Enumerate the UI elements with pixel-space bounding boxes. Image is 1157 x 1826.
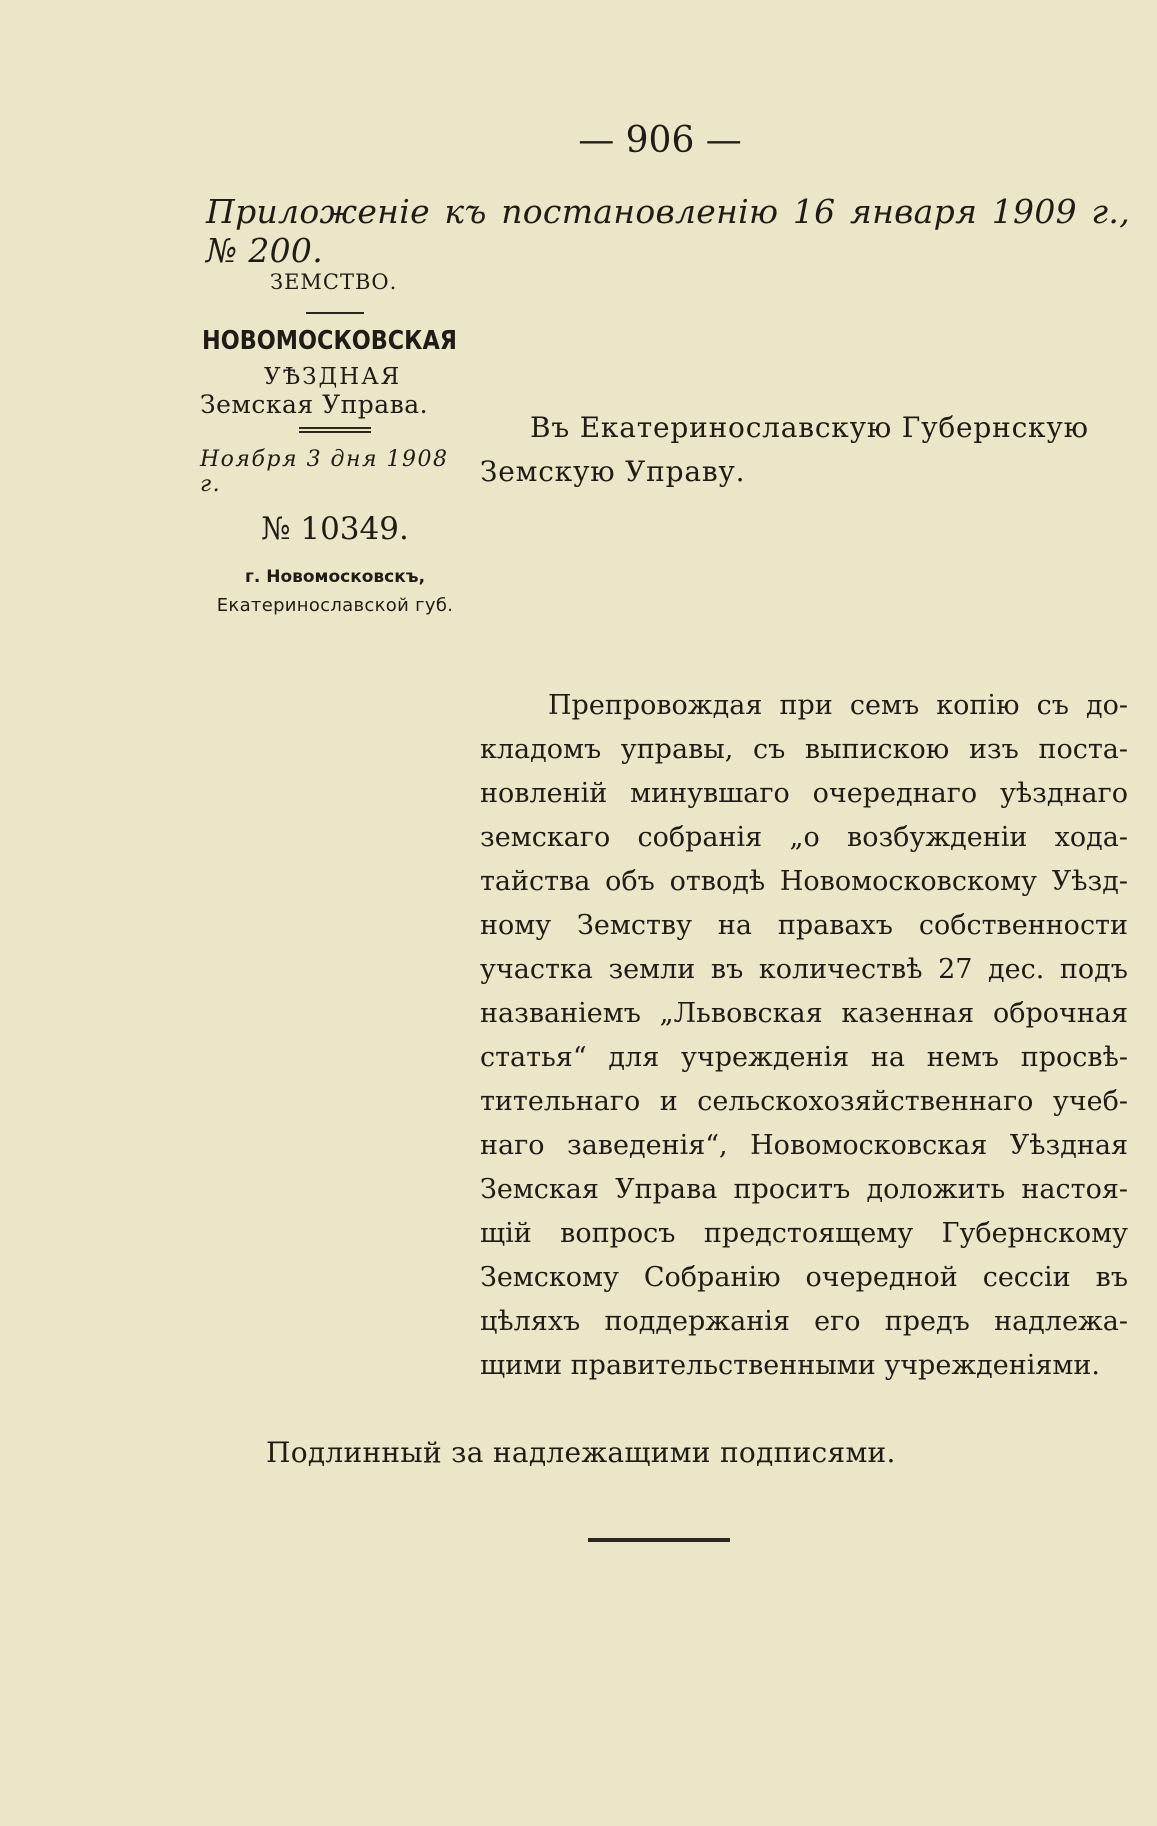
body-line: статья“ для учрежденія на немъ просвѣ- xyxy=(480,1042,1128,1073)
body-line: земскаго собранія „о возбужденіи хода- xyxy=(480,822,1128,853)
body-line: ному Земству на правахъ собственности xyxy=(480,910,1128,941)
divider xyxy=(306,312,364,314)
letter-number: № 10349. xyxy=(261,511,409,547)
body-line: кладомъ управы, съ выпискою изъ поста- xyxy=(480,734,1128,765)
page-number: — 906 — xyxy=(578,120,742,161)
uezdnaya-label: УѢЗДНАЯ xyxy=(264,364,402,390)
body-line: новленій минувшаго очереднаго уѣзднаго xyxy=(480,778,1128,809)
body-line: щій вопросъ предстоящему Губернскому xyxy=(480,1218,1128,1249)
body-line: названіемъ „Львовская казенная оброчная xyxy=(480,998,1128,1029)
letter-date: Ноября 3 дня 1908 г. xyxy=(200,447,449,497)
body-line: участка земли въ количествѣ 27 дес. подъ xyxy=(480,954,1128,985)
zemskaya-uprava-label: Земская Управа. xyxy=(200,390,429,419)
zemstvo-label: ЗЕМСТВО. xyxy=(270,270,398,294)
body-line: Препровождая при семъ копію съ до- xyxy=(548,690,1128,721)
body-line: Земская Управа проситъ доложить настоя- xyxy=(480,1174,1128,1205)
body-line: Земскому Собранію очередной сессіи въ xyxy=(480,1262,1128,1293)
addressee xyxy=(480,406,1130,494)
body-line: тайства объ отводѣ Новомосковскому Уѣзд- xyxy=(480,866,1128,897)
letter-body xyxy=(480,684,1128,1388)
appendix-title: Приложеніе къ постановленію 16 января 1909 г., № 200. xyxy=(206,192,1130,270)
body-line: тительнаго и сельскохозяйственнаго учеб- xyxy=(480,1086,1128,1117)
addressee-line: Въ Екатеринославскую Губернскую xyxy=(530,411,1089,444)
double-divider xyxy=(299,427,371,433)
end-divider xyxy=(588,1538,730,1542)
addressee-line: Земскую Управу. xyxy=(480,455,746,488)
uprava-name: НОВОМОСКОВСКАЯ xyxy=(202,326,457,356)
body-line: цѣляхъ поддержанія его предъ надлежа- xyxy=(480,1306,1128,1337)
body-line: щими правительственными учрежденіями. xyxy=(480,1350,1100,1381)
signature-note: Подлинный за надлежащими подписями. xyxy=(266,1436,896,1469)
sender-gubernia: Екатеринославской губ. xyxy=(216,595,454,616)
sender-city: г. Новомосковскъ, xyxy=(244,567,426,587)
sender-block xyxy=(200,270,470,616)
body-line: наго заведенія“, Новомосковская Уѣздная xyxy=(480,1130,1128,1161)
